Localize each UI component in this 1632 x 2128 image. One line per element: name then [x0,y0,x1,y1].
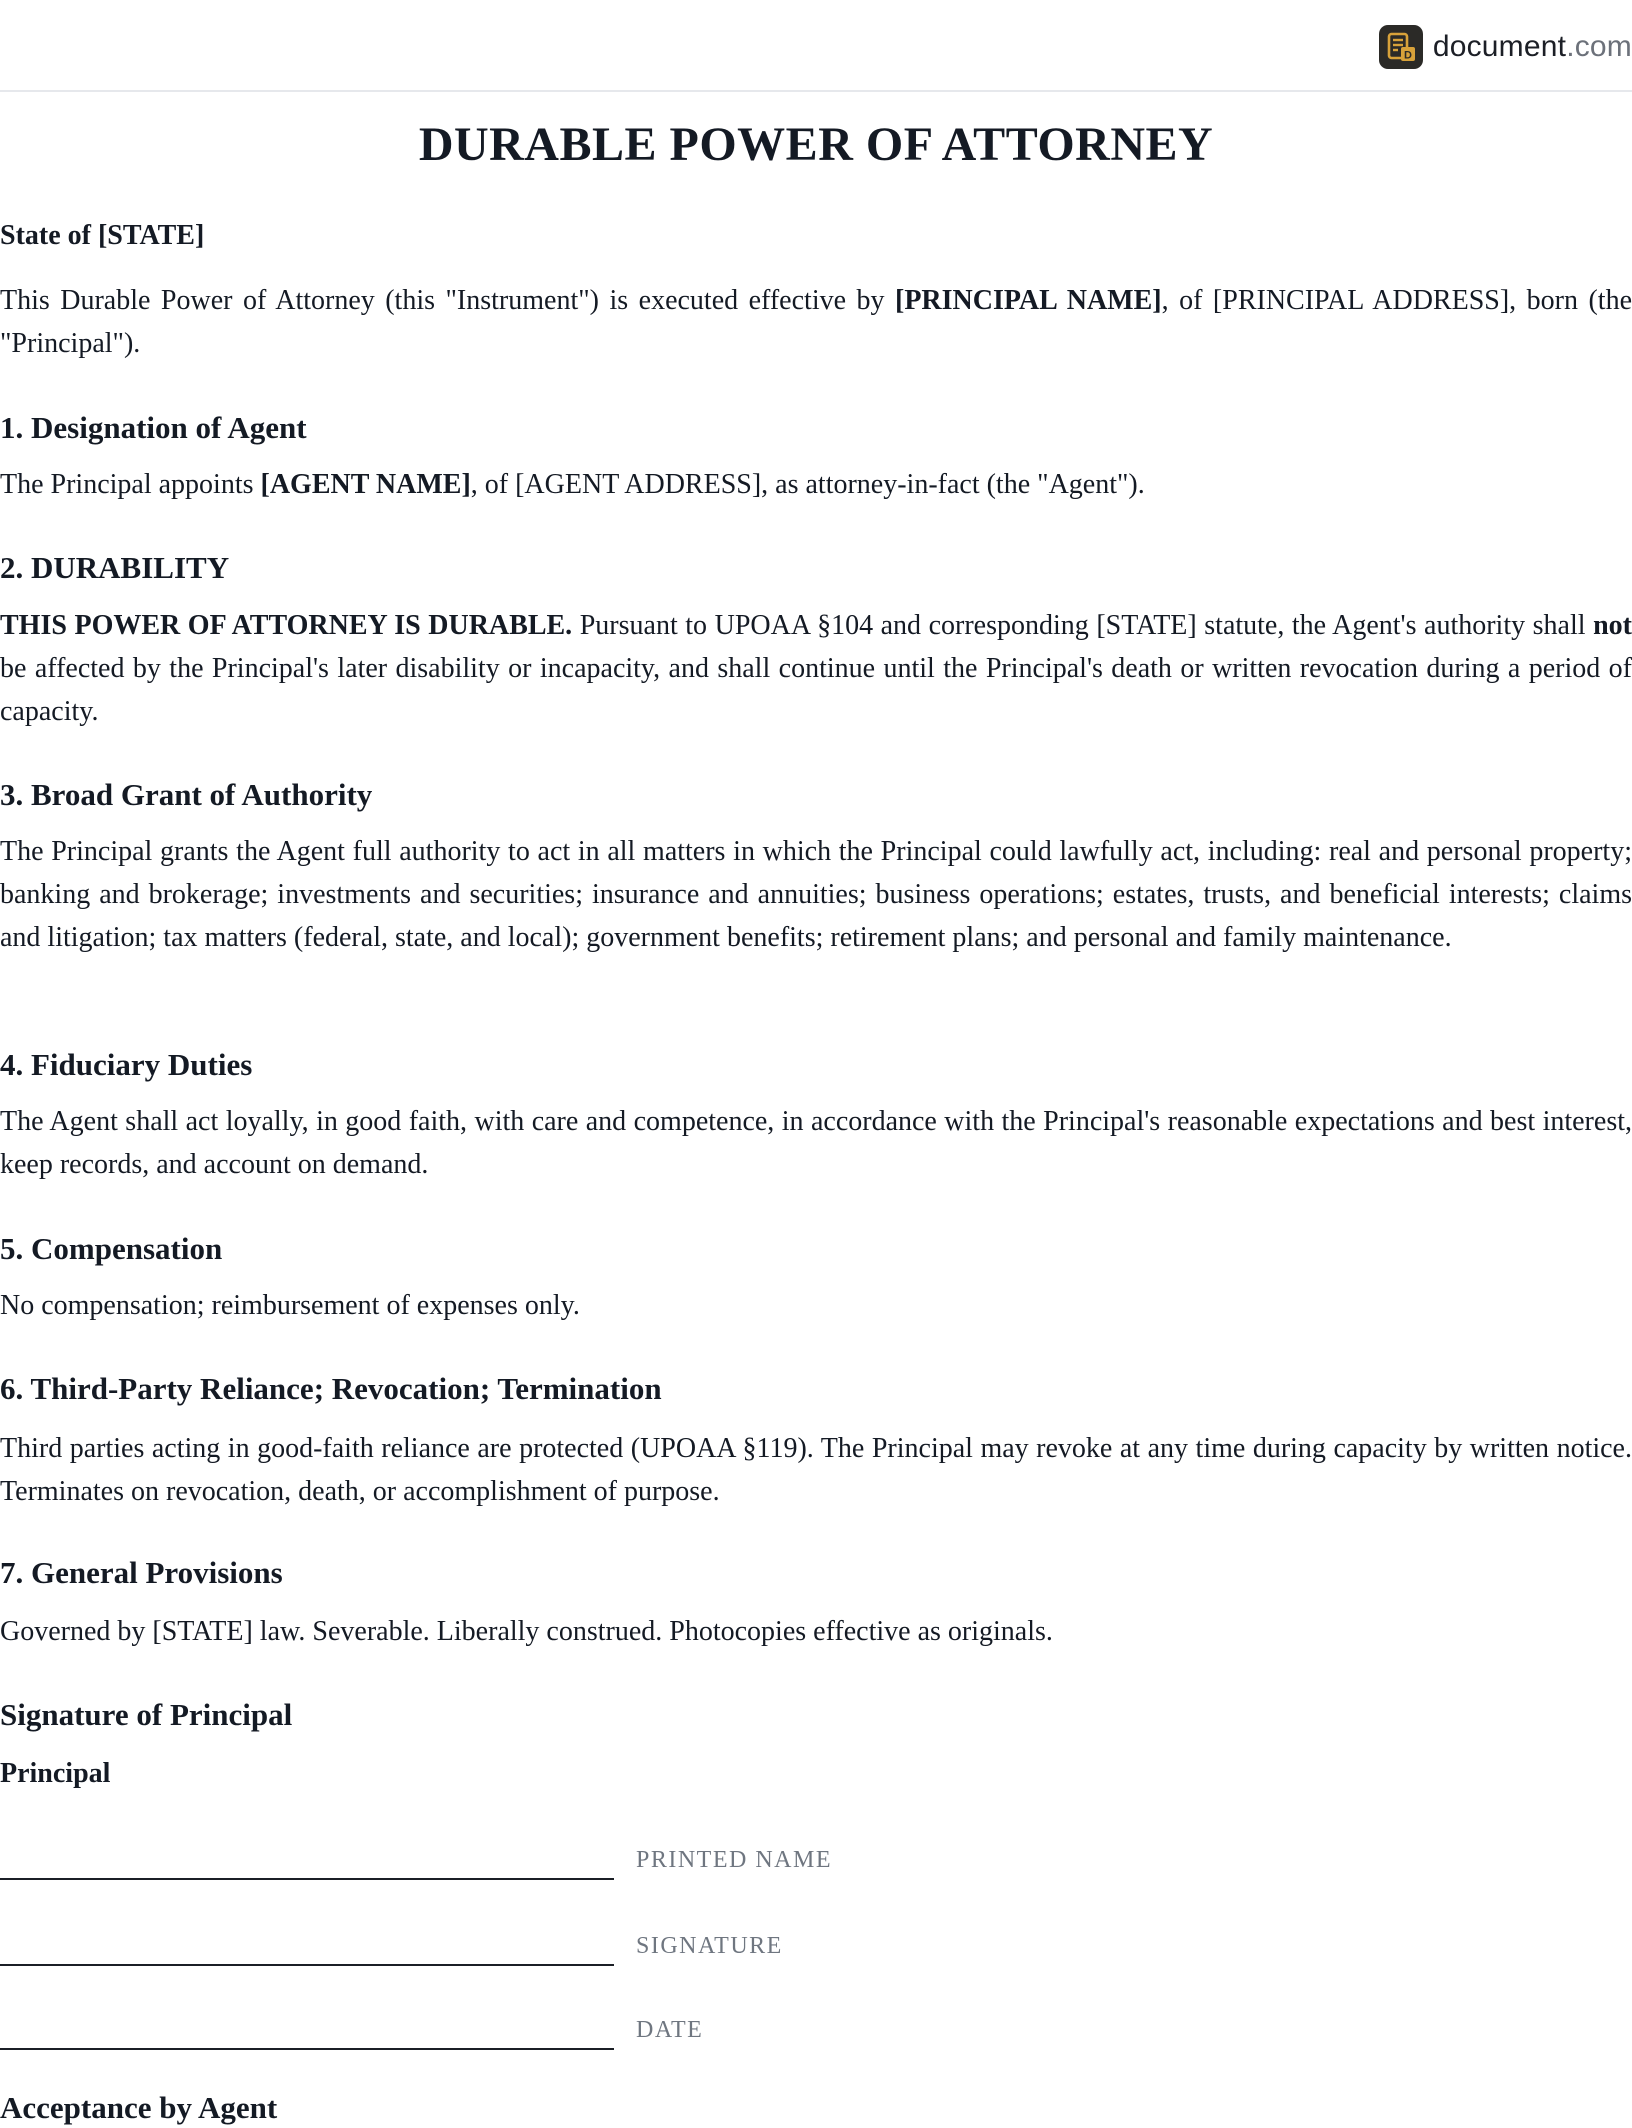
section-3-heading: 3. Broad Grant of Authority [0,777,373,812]
section-1-text: The Principal appoints [AGENT NAME], of [AGENT ADDRESS], as attorney-in-fact (the "Agent"). [0,469,1145,500]
section-5-heading: 5. Compensation [0,1231,223,1266]
principal-name-placeholder: [PRINCIPAL NAME] [895,285,1162,316]
section-6-text: Third parties acting in good-faith reliance are protected (UPOAA §119). The Principal may revoke at any time during capacity by written notice. Terminates on revocation, death, or accomplishment of purpose. [0,1433,1632,1507]
signature-label: SIGNATURE [636,1933,783,1959]
date-field[interactable] [0,1990,1632,2050]
section-4-heading: 4. Fiduciary Duties [0,1047,253,1082]
signature-line[interactable] [0,1964,614,1966]
section-6-heading: 6. Third-Party Reliance; Revocation; Termination [0,1371,662,1406]
printed-name-field[interactable] [0,1820,1632,1880]
section-7-text: Governed by [STATE] law. Severable. Liberally construed. Photocopies effective as originals. [0,1616,1053,1647]
signature-heading: Signature of Principal [0,1697,293,1732]
principal-label: Principal [0,1758,111,1789]
brand-link[interactable] [1379,24,1632,70]
section-2-text: THIS POWER OF ATTORNEY IS DURABLE. Pursuant to UPOAA §104 and corresponding [STATE] statute, the Agent's authority shall not be affected by the Principal's later disability or incapacity, and shall continue until the Principal's death or written revocation during a period of capacity. [0,610,1632,727]
printed-name-line[interactable] [0,1878,614,1880]
top-bar [0,0,1632,92]
signature-field[interactable] [0,1906,1632,1966]
section-4-text: The Agent shall act loyally, in good faith, with care and competence, in accordance with the Principal's reasonable expectations and best interest, keep records, and account on demand. [0,1106,1632,1180]
section-7-heading: 7. General Provisions [0,1555,283,1590]
state-line: State of [STATE] [0,220,205,251]
date-label: DATE [636,2017,704,2043]
document-body [0,92,1632,178]
document-logo-icon [1379,25,1423,69]
section-1-heading: 1. Designation of Agent [0,410,307,445]
date-line[interactable] [0,2048,614,2050]
section-2-heading: 2. DURABILITY [0,550,230,585]
document-title: DURABLE POWER OF ATTORNEY [418,118,1214,171]
section-5-text: No compensation; reimbursement of expenses only. [0,1290,580,1321]
agent-name-placeholder: [AGENT NAME] [260,469,471,500]
acceptance-heading: Acceptance by Agent [0,2090,278,2125]
brand-name: document.com [1432,30,1632,63]
section-3-text: The Principal grants the Agent full authority to act in all matters in which the Principal could lawfully act, including: real and personal property; banking and brokerage; investments and securities; insurance and annuities; business operations; estates, trusts, and beneficial interests; claims and litigation; tax matters (federal, state, and local); government benefits; retirement plans; and personal and family maintenance. [0,836,1632,953]
svg-text:D: D [1403,49,1412,62]
intro-paragraph: This Durable Power of Attorney (this "Instrument") is executed effective by [PRINCIPAL NAME], of [PRINCIPAL ADDRESS], born (the "Principal"). [0,285,1632,359]
printed-name-label: PRINTED NAME [636,1847,832,1873]
